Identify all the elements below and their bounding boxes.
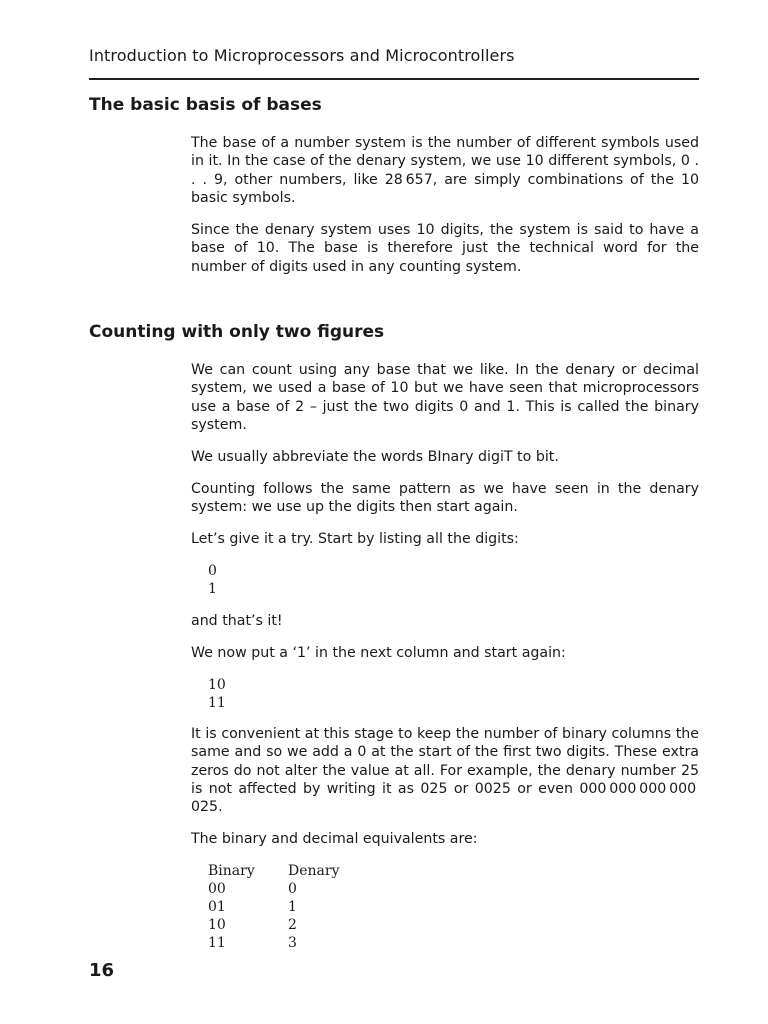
table-row: [208, 934, 339, 952]
section-heading-counting: Counting with only two figures: [89, 322, 385, 342]
table-cell: 11: [208, 935, 226, 951]
digit-list: [208, 676, 226, 712]
table-row: [208, 898, 339, 916]
paragraph: We usually abbreviate the words BInary digiT to bit.: [191, 449, 559, 465]
page-number: 16: [89, 960, 115, 981]
digit-item: 0: [208, 563, 217, 579]
paragraph: Let’s give it a try. Start by listing all the digits:: [191, 531, 519, 547]
table-cell: 10: [208, 917, 226, 933]
paragraph: The base of a number system is the number of different symbols used in it. In the case of the denary system, we use 10 different symbols, 0 . . . 9, other numbers, like 28 657, are simply combinations of the 10 basic symbols.: [191, 135, 699, 206]
paragraph: Counting follows the same pattern as we have seen in the denary system: we use up the digits then start again.: [191, 481, 699, 516]
running-header: Introduction to Microprocessors and Microcontrollers: [89, 46, 515, 65]
digit-item: 1: [208, 581, 217, 597]
digit-item: 11: [208, 695, 226, 711]
table-cell: 0: [288, 881, 297, 897]
paragraph: The binary and decimal equivalents are:: [191, 831, 478, 847]
table-row: [208, 880, 339, 898]
binary-denary-table: [208, 862, 339, 952]
table-header-row: [208, 862, 339, 880]
paragraph: Since the denary system uses 10 digits, the system is said to have a base of 10. The base is therefore just the technical word for the number of digits used in any counting system.: [191, 222, 699, 275]
paragraph: It is convenient at this stage to keep the number of binary columns the same and so we add a 0 at the start of the first two digits. These extra zeros do not alter the value at all. For example, the denary number 25 is not affected by writing it as 025 or 0025 or even 000 000 000 000 025.: [191, 726, 699, 816]
digit-item: 10: [208, 677, 226, 693]
table-cell: 3: [288, 935, 297, 951]
table-cell: 1: [288, 899, 297, 915]
table-cell: 01: [208, 899, 226, 915]
section-heading-bases: The basic basis of bases: [89, 95, 322, 115]
header-rule: [89, 78, 699, 80]
paragraph: and that’s it!: [191, 613, 283, 629]
table-cell: 00: [208, 881, 226, 897]
digit-list: [208, 562, 217, 598]
paragraph: We now put a ‘1’ in the next column and start again:: [191, 645, 566, 661]
table-cell: 2: [288, 917, 297, 933]
paragraph: We can count using any base that we like. In the denary or decimal system, we used a base of 10 but we have seen that microprocessors use a base of 2 – just the two digits 0 and 1. This is called the binary system.: [191, 362, 699, 433]
table-header-binary: Binary: [208, 863, 255, 879]
table-row: [208, 916, 339, 934]
table-header-denary: Denary: [288, 863, 340, 879]
